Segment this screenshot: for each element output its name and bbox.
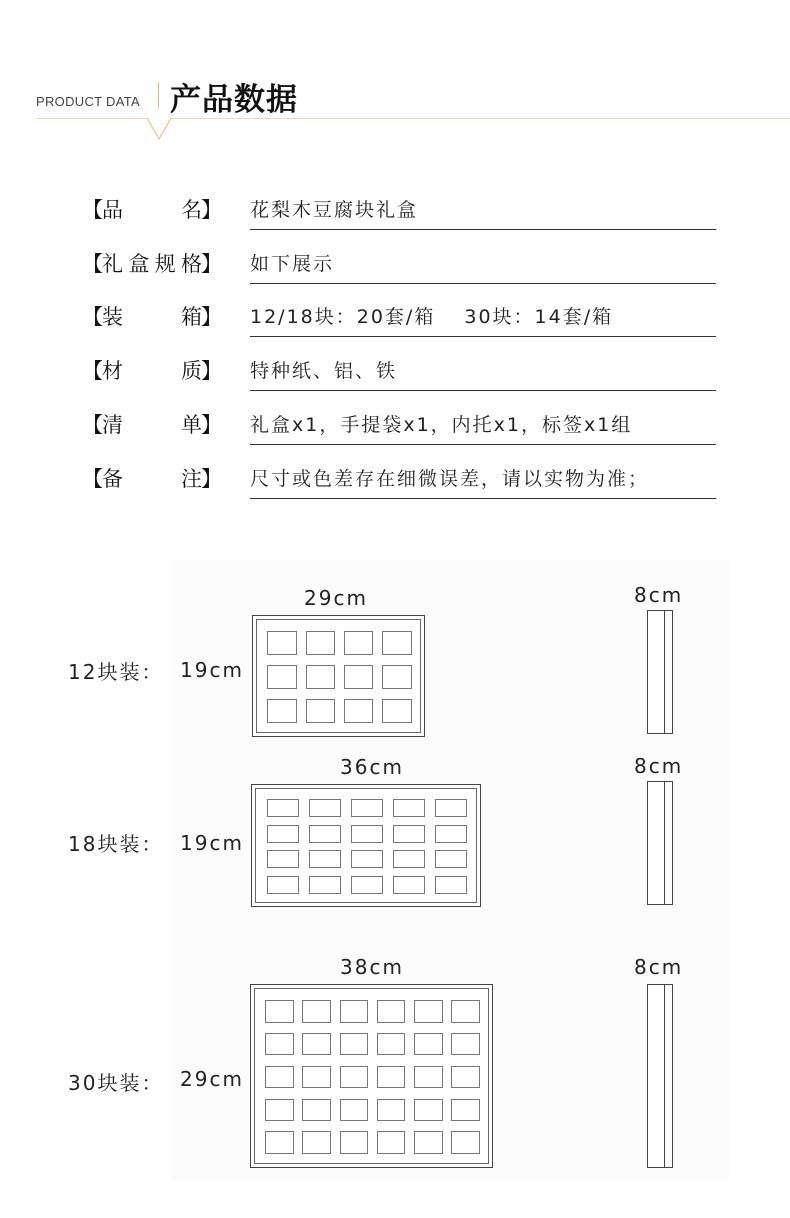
compartment-cell (377, 1099, 406, 1121)
compartment-cell (414, 1131, 443, 1153)
spec-label-char: 箱 (181, 305, 202, 329)
header-divider (158, 82, 159, 108)
bracket-left: 【 (82, 305, 103, 329)
spec-underline (250, 498, 716, 499)
spec-row-note (0, 464, 790, 504)
compartment-cell (451, 1066, 480, 1088)
side-view-strip (664, 985, 670, 1167)
tray-30 (250, 984, 493, 1168)
compartment-cell (340, 1131, 369, 1153)
compartment-cell (382, 699, 412, 722)
compartment-cell (351, 876, 383, 894)
spec-label-char: 备 (102, 467, 123, 491)
compartment-cell (377, 1066, 406, 1088)
compartment-cell (267, 665, 297, 688)
bracket-left: 【 (82, 359, 103, 383)
spec-value: 如下展示 (250, 253, 335, 275)
compartment-cell (393, 799, 425, 817)
compartment-cell (382, 631, 412, 654)
spec-row-list (0, 410, 790, 450)
spec-underline (250, 229, 716, 230)
compartment-cell (377, 1131, 406, 1153)
dimension-height: 19cm (180, 831, 244, 855)
bracket-left: 【 (82, 252, 103, 276)
dimension-depth: 8cm (634, 754, 684, 778)
spec-label (82, 302, 222, 332)
side-view-18 (647, 781, 673, 905)
compartment-cell (267, 631, 297, 654)
spec-row-material (0, 356, 790, 396)
spec-value: 花梨木豆腐块礼盒 (250, 199, 419, 221)
section-title: 产品数据 (170, 82, 298, 118)
dimension-depth: 8cm (634, 955, 684, 979)
compartment-cell (265, 1000, 294, 1022)
spec-value: 礼盒x1，手提袋x1，内托x1，标签x1组 (250, 414, 633, 436)
dimension-depth: 8cm (634, 583, 684, 607)
side-view-30 (647, 984, 673, 1168)
compartment-cell (414, 1066, 443, 1088)
compartment-cell (351, 799, 383, 817)
compartment-cell (414, 1099, 443, 1121)
compartment-cell (435, 876, 467, 894)
spec-label-char: 质 (181, 359, 202, 383)
compartment-cell (451, 1000, 480, 1022)
dimension-height: 29cm (180, 1067, 244, 1091)
compartment-cell (267, 699, 297, 722)
tray-12 (252, 615, 425, 737)
header-pointer-icon (146, 117, 174, 143)
compartment-cell (435, 850, 467, 868)
compartment-cell (267, 876, 299, 894)
bracket-left: 【 (82, 467, 103, 491)
side-view-strip (664, 782, 670, 904)
spec-label-char: 装 (102, 305, 123, 329)
compartment-cell (435, 799, 467, 817)
compartment-cell (414, 1000, 443, 1022)
dimension-width: 36cm (340, 755, 404, 779)
spec-row-box-size (0, 249, 790, 289)
spec-label-text (102, 410, 202, 440)
spec-label-text (102, 195, 202, 225)
compartment-cell (393, 876, 425, 894)
spec-underline (250, 336, 716, 337)
spec-underline (250, 283, 716, 284)
spec-label-char: 材 (102, 359, 123, 383)
compartment-cell (265, 1131, 294, 1153)
compartment-cell (340, 1099, 369, 1121)
bracket-left: 【 (82, 198, 103, 222)
compartment-cell (265, 1099, 294, 1121)
compartment-cell (267, 825, 299, 843)
compartment-cell (340, 1033, 369, 1055)
compartment-cell (351, 825, 383, 843)
compartment-cell (393, 825, 425, 843)
compartment-cell (393, 850, 425, 868)
compartment-cell (265, 1033, 294, 1055)
spec-underline (250, 390, 716, 391)
spec-label (82, 249, 222, 279)
spec-label-char: 名 (181, 198, 202, 222)
spec-row-name (0, 195, 790, 235)
bracket-right: 】 (201, 359, 222, 383)
compartment-cell (306, 665, 336, 688)
bracket-right: 】 (201, 198, 222, 222)
compartment-cell (302, 1099, 331, 1121)
compartment-cell (309, 799, 341, 817)
section-title-english: PRODUCT DATA (36, 94, 140, 109)
compartment-cell (377, 1000, 406, 1022)
compartment-cell (306, 631, 336, 654)
compartment-cell (344, 665, 374, 688)
bracket-right: 】 (201, 252, 222, 276)
spec-label-text (102, 356, 202, 386)
compartment-cell (265, 1066, 294, 1088)
compartment-cell (309, 850, 341, 868)
compartment-cell (340, 1000, 369, 1022)
dimension-width: 29cm (304, 586, 368, 610)
compartment-cell (302, 1066, 331, 1088)
dimension-height: 19cm (180, 658, 244, 682)
compartment-cell (267, 850, 299, 868)
spec-value: 尺寸或色差存在细微误差，请以实物为准； (250, 468, 650, 490)
compartment-cell (414, 1033, 443, 1055)
compartment-cell (344, 699, 374, 722)
compartment-cell (382, 665, 412, 688)
dimension-width: 38cm (340, 955, 404, 979)
spec-label (82, 464, 222, 494)
side-view-strip (664, 611, 670, 733)
bracket-right: 】 (201, 305, 222, 329)
bracket-right: 】 (201, 413, 222, 437)
bracket-right: 】 (201, 467, 222, 491)
spec-label-char: 清 (102, 413, 123, 437)
compartment-cell (267, 799, 299, 817)
spec-value: 12/18块：20套/箱 30块：14套/箱 (250, 306, 614, 328)
spec-row-packing (0, 302, 790, 342)
compartment-cell (377, 1033, 406, 1055)
compartment-cell (340, 1066, 369, 1088)
package-label: 18块装： (68, 832, 164, 856)
compartment-cell (344, 631, 374, 654)
compartment-cell (451, 1131, 480, 1153)
compartment-cell (306, 699, 336, 722)
spec-label-char: 注 (181, 467, 202, 491)
compartment-cell (302, 1131, 331, 1153)
compartment-cell (451, 1099, 480, 1121)
compartment-cell (435, 825, 467, 843)
spec-label-char: 礼 (102, 252, 123, 276)
spec-label-char: 单 (181, 413, 202, 437)
spec-value: 特种纸、铝、铁 (250, 360, 398, 382)
side-view-12 (647, 610, 673, 734)
tray-18 (251, 784, 481, 907)
spec-label-text (102, 464, 202, 494)
package-label: 30块装： (68, 1071, 164, 1095)
section-header (0, 0, 790, 150)
compartment-cell (309, 825, 341, 843)
spec-label-char: 格 (180, 252, 202, 276)
compartment-cell (351, 850, 383, 868)
spec-label-text (102, 249, 202, 279)
bracket-left: 【 (82, 413, 103, 437)
spec-label-char: 规 (154, 252, 176, 276)
spec-label-char: 盒 (128, 252, 150, 276)
compartment-cell (302, 1033, 331, 1055)
compartment-cell (302, 1000, 331, 1022)
spec-label (82, 356, 222, 386)
spec-label-char: 品 (102, 198, 123, 222)
package-label: 12块装： (68, 660, 164, 684)
compartment-cell (309, 876, 341, 894)
spec-label-text (102, 302, 202, 332)
spec-label (82, 410, 222, 440)
compartment-cell (451, 1033, 480, 1055)
spec-underline (250, 444, 716, 445)
spec-label (82, 195, 222, 225)
